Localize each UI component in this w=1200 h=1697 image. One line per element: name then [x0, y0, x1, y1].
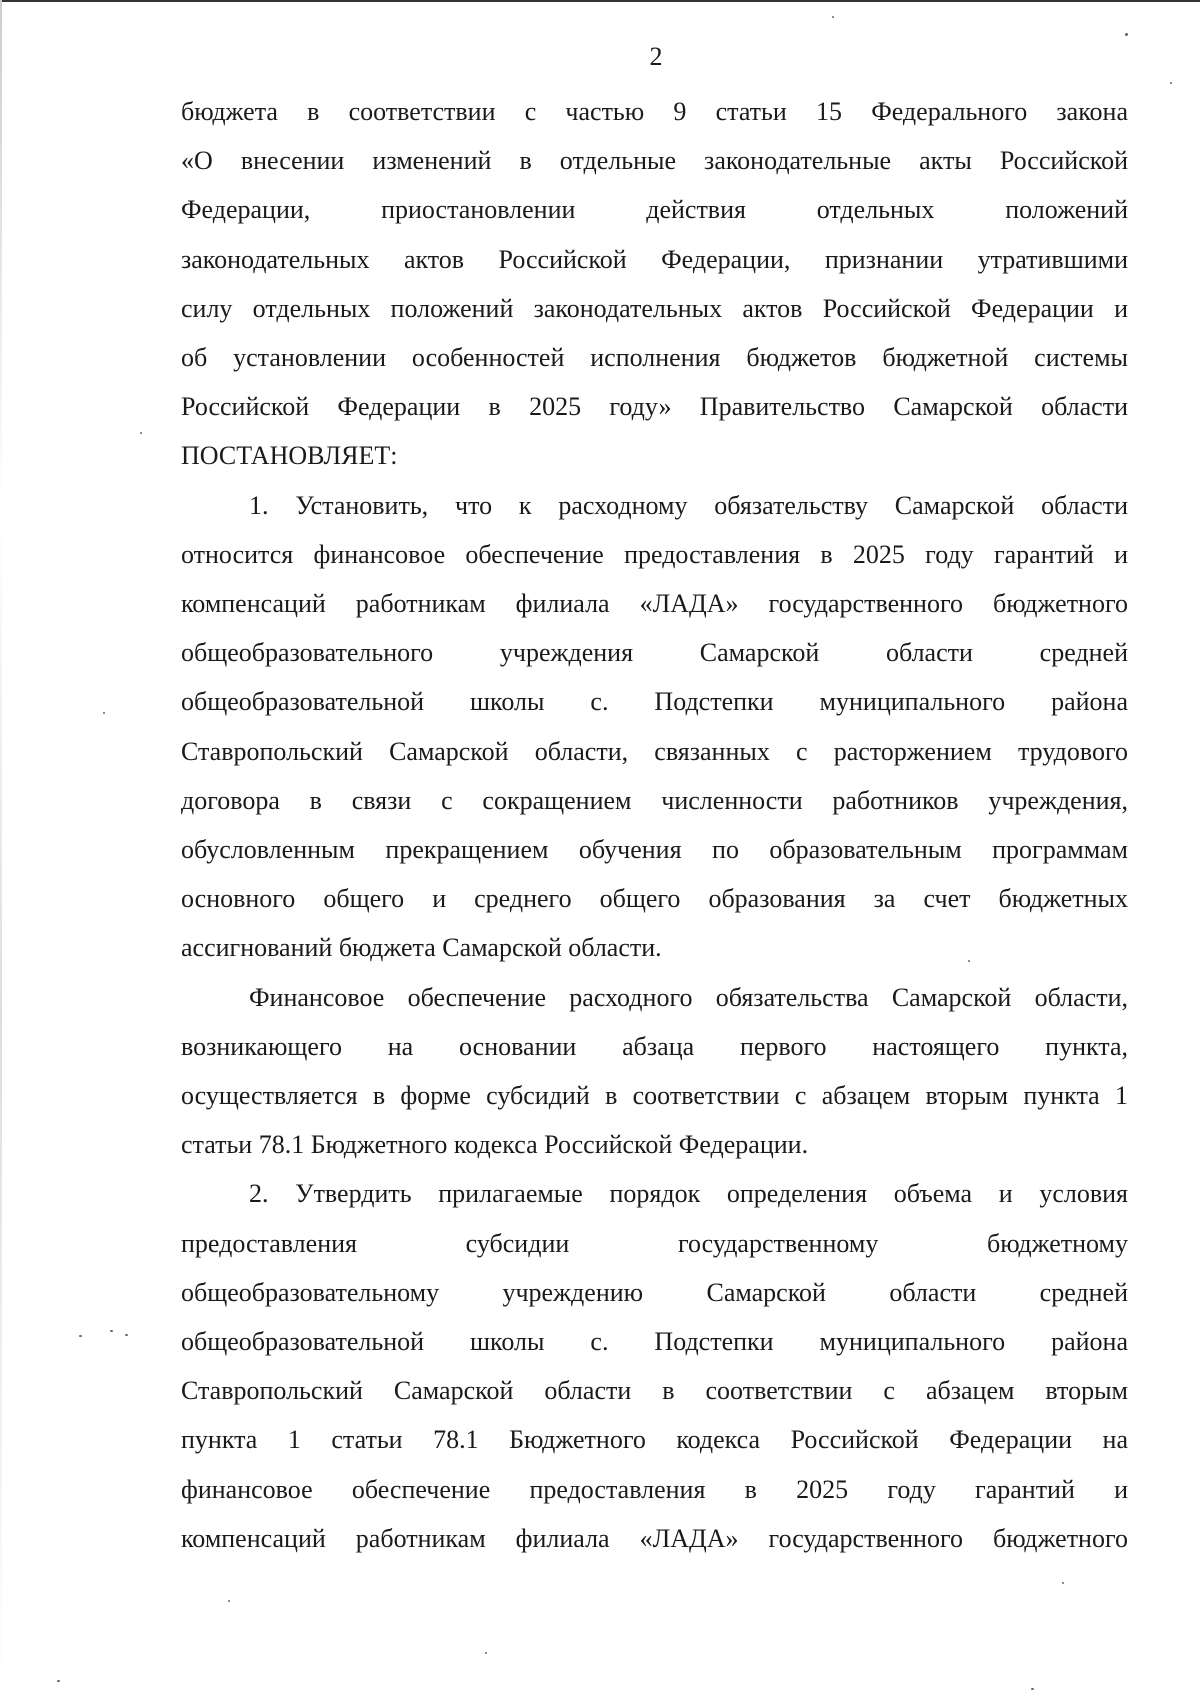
scan-speck — [485, 1652, 487, 1654]
scan-speck — [228, 1600, 230, 1602]
text-line: ассигнований бюджета Самарской области. — [181, 933, 662, 963]
text-line: компенсаций работникам филиала «ЛАДА» государственного бюджетного — [181, 1523, 1128, 1553]
text-line: пункта 1 статьи 78.1 Бюджетного кодекса Российской Федерации на — [181, 1425, 1128, 1455]
text-line: осуществляется в форме субсидий в соответствии с абзацем вторым пункта 1 — [181, 1081, 1128, 1111]
scan-speck — [103, 712, 105, 714]
scan-speck — [1125, 33, 1128, 36]
text-line: законодательных актов Российской Федерации, признании утратившими — [181, 244, 1128, 274]
text-line: относится финансовое обеспечение предоставления в 2025 году гарантий и — [181, 539, 1128, 569]
scan-speck — [1062, 1582, 1064, 1584]
text-line: бюджета в соответствии с частью 9 статьи 15 Федерального закона — [181, 97, 1128, 126]
text-line: об установлении особенностей исполнения бюджетов бюджетной системы — [181, 343, 1128, 373]
text-line: основного общего и среднего общего образования за счет бюджетных — [181, 884, 1128, 914]
scan-speck — [832, 16, 834, 18]
scan-top-border — [0, 0, 1200, 2]
text-line: Финансовое обеспечение расходного обязательства Самарской области, — [249, 982, 1128, 1012]
text-line: статьи 78.1 Бюджетного кодекса Российской Федерации. — [181, 1130, 809, 1160]
scan-speck — [57, 1680, 60, 1682]
text-line: предоставления субсидии государственному бюджетному — [181, 1228, 1128, 1258]
text-line: договора в связи с сокращением численности работников учреждения, — [181, 785, 1128, 815]
text-line: общеобразовательному учреждению Самарской области средней — [181, 1277, 1128, 1307]
text-line: 1. Установить, что к расходному обязательству Самарской области — [249, 490, 1128, 520]
text-line: Федерации, приостановлении действия отдельных положений — [181, 195, 1128, 225]
scan-speck — [140, 432, 142, 434]
text-line: силу отдельных положений законодательных актов Российской Федерации и — [181, 293, 1128, 323]
text-line: ПОСТАНОВЛЯЕТ: — [181, 441, 398, 471]
text-line: общеобразовательной школы с. Подстепки муниципального района — [181, 687, 1128, 717]
text-line: общеобразовательной школы с. Подстепки муниципального района — [181, 1327, 1128, 1357]
text-line: 2. Утвердить прилагаемые порядок определения объема и условия — [249, 1179, 1128, 1209]
scan-speck — [1031, 1688, 1034, 1690]
text-line: общеобразовательного учреждения Самарской области средней — [181, 638, 1128, 668]
page-number: 2 — [649, 42, 663, 71]
scan-speck — [968, 960, 970, 962]
text-line: обусловленным прекращением обучения по образовательным программам — [181, 835, 1128, 865]
text-line: финансовое обеспечение предоставления в 2025 году гарантий и — [181, 1474, 1128, 1504]
text-line: возникающего на основании абзаца первого настоящего пункта, — [181, 1031, 1128, 1061]
scan-left-edge — [0, 0, 2, 1697]
scan-speck — [79, 1335, 82, 1337]
scan-speck — [125, 1334, 128, 1336]
document-body — [181, 87, 1128, 1563]
text-line: Ставропольский Самарской области, связанных с расторжением трудового — [181, 736, 1128, 766]
text-line: Российской Федерации в 2025 году» Правительство Самарской области — [181, 392, 1128, 422]
text-line: компенсаций работникам филиала «ЛАДА» государственного бюджетного — [181, 589, 1128, 619]
scan-speck — [1170, 82, 1172, 84]
text-line: Ставропольский Самарской области в соответствии с абзацем вторым — [181, 1376, 1128, 1406]
scan-speck — [110, 1330, 113, 1332]
text-line: «О внесении изменений в отдельные законодательные акты Российской — [181, 146, 1128, 176]
